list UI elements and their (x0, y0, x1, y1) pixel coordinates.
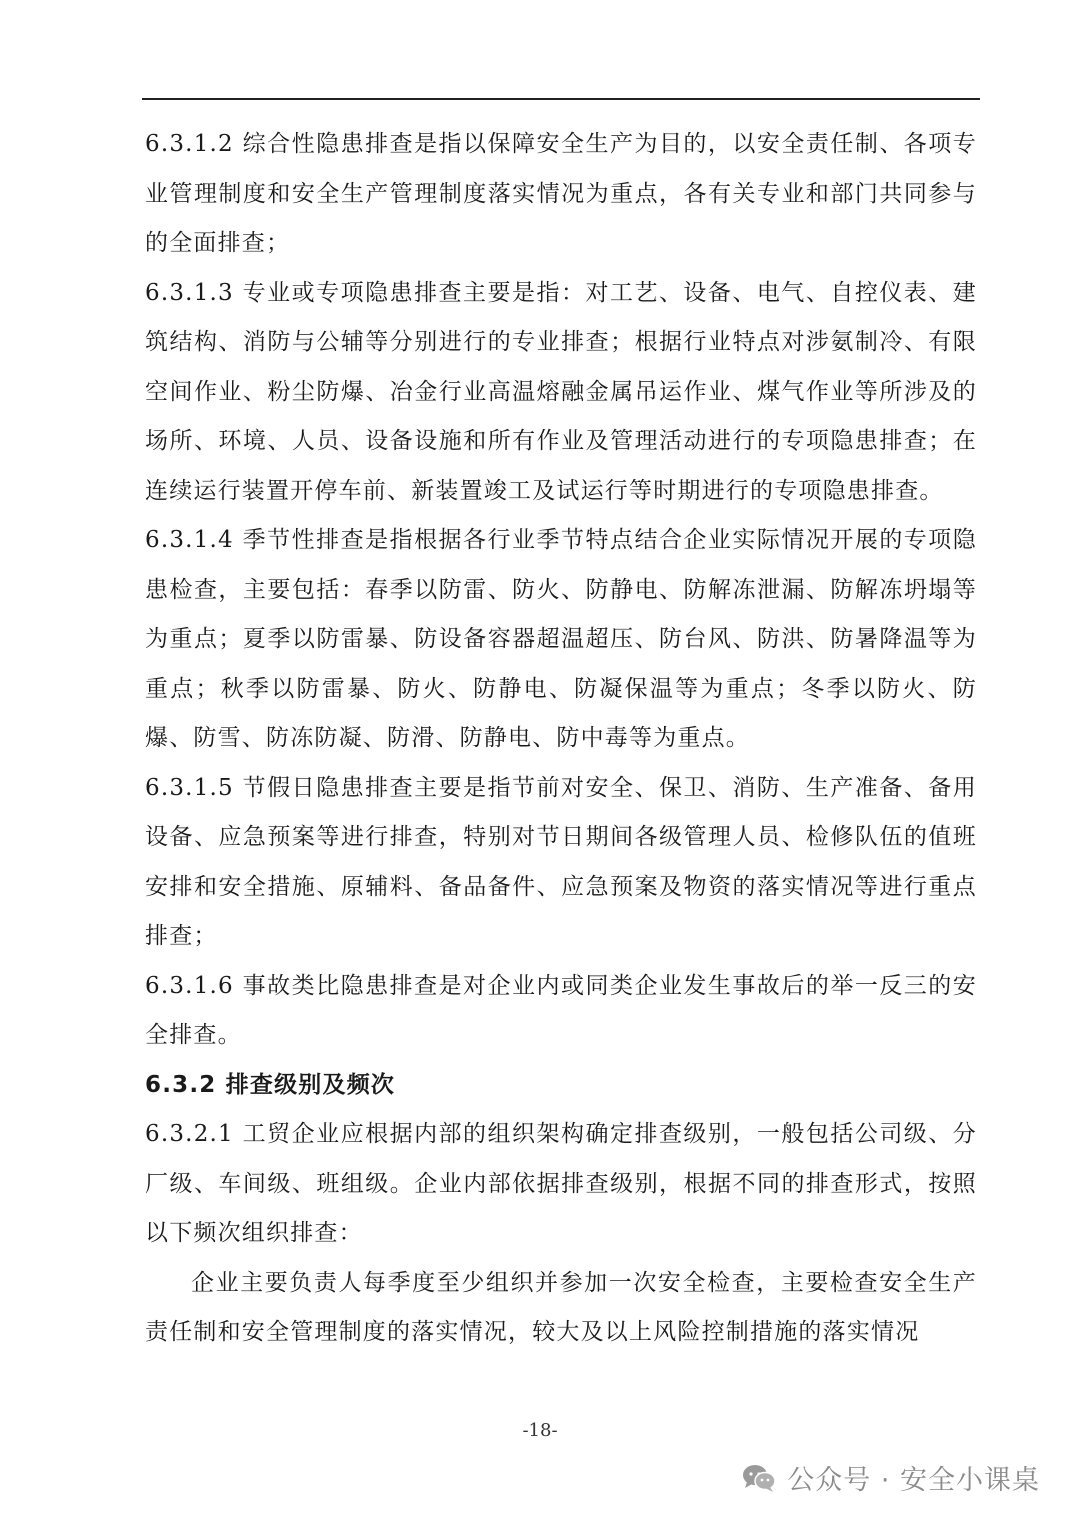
paragraph-6-3-1-6: 6.3.1.6 事故类比隐患排查是对企业内或同类企业发生事故后的举一反三的安全排查。 (145, 972, 977, 1048)
document-body (145, 120, 977, 1358)
paragraph-6-3-1-4: 6.3.1.4 季节性排查是指根据各行业季节特点结合企业实际情况开展的专项隐患检查，主要包括：春季以防雷、防火、防静电、防解冻泄漏、防解冻坍塌等为重点；夏季以防雷暴、防设备容器超温超压、防台风、防洪、防暑降温等为重点；秋季以防雷暴、防火、防静电、防凝保温等为重点；冬季以防火、防爆、防雪、防冻防凝、防滑、防静电、防中毒等为重点。 (145, 527, 977, 751)
paragraph-6-3-2-1: 6.3.2.1 工贸企业应根据内部的组织架构确定排查级别，一般包括公司级、分厂级、车间级、班组级。企业内部依据排查级别，根据不同的排查形式，按照以下频次组织排查： (145, 1121, 977, 1246)
page-number: -18- (522, 1420, 558, 1441)
paragraph-indented: 企业主要负责人每季度至少组织并参加一次安全检查，主要检查安全生产责任制和安全管理制度的落实情况，较大及以上风险控制措施的落实情况 (145, 1269, 977, 1345)
section-heading-6-3-2: 6.3.2 排查级别及频次 (145, 1071, 396, 1098)
watermark-text: 公众号 · 安全小课桌 (787, 1465, 1040, 1496)
header-rule (142, 98, 980, 100)
paragraph-6-3-1-2: 6.3.1.2 综合性隐患排查是指以保障安全生产为目的，以安全责任制、各项专业管理制度和安全生产管理制度落实情况为重点，各有关专业和部门共同参与的全面排查； (145, 131, 977, 256)
wechat-icon (741, 1463, 777, 1493)
paragraph-6-3-1-5: 6.3.1.5 节假日隐患排查主要是指节前对安全、保卫、消防、生产准备、备用设备、应急预案等进行排查，特别对节日期间各级管理人员、检修队伍的值班安排和安全措施、原辅料、备品备件、应急预案及物资的落实情况等进行重点排查； (145, 774, 977, 949)
paragraph-6-3-1-3: 6.3.1.3 专业或专项隐患排查主要是指：对工艺、设备、电气、自控仪表、建筑结构、消防与公辅等分别进行的专业排查；根据行业特点对涉氨制冷、有限空间作业、粉尘防爆、冶金行业高温熔融金属吊运作业、煤气作业等所涉及的场所、环境、人员、设备设施和所有作业及管理活动进行的专项隐患排查；在连续运行装置开停车前、新装置竣工及试运行等时期进行的专项隐患排查。 (145, 279, 977, 504)
watermark (741, 1458, 1040, 1497)
